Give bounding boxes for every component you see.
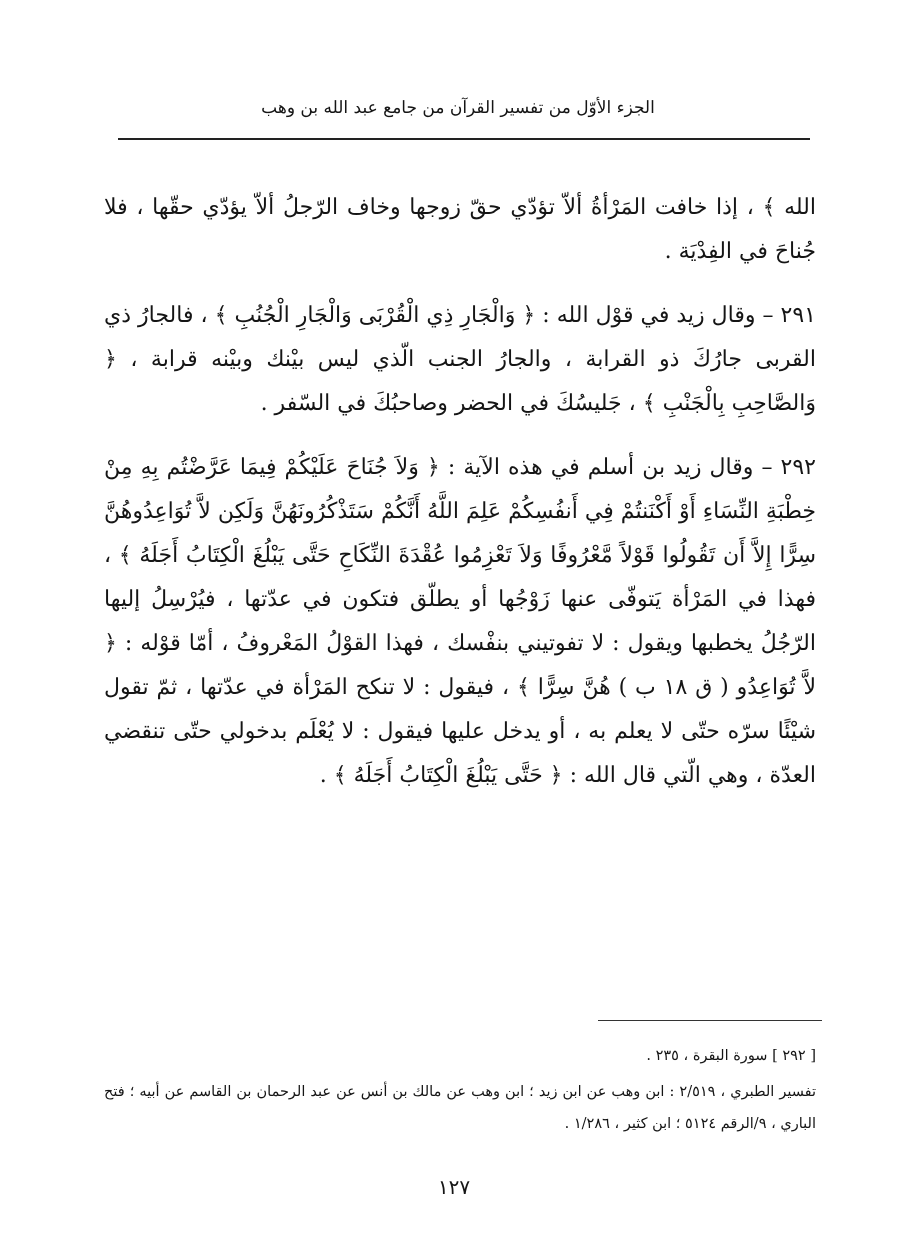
header-rule: [118, 138, 810, 140]
main-text: [104, 186, 816, 798]
paragraph-292: ٢٩٢ – وقال زيد بن أسلم في هذه الآية : ﴿ وَلاَ جُنَاحَ عَلَيْكُمْ فِيمَا عَرَّضْتُم بِهِ مِنْ خِطْبَةِ النِّسَاءِ أَوْ أَكْنَنتُمْ فِي أَنفُسِكُمْ عَلِمَ اللَّهُ أَنَّكُمْ سَتَذْكُرُونَهُنَّ وَلَكِن لاَّ تُوَاعِدُوهُنَّ سِرًّا إِلاَّ أَن تَقُولُوا قَوْلاً مَّعْرُوفًا وَلاَ تَعْزِمُوا عُقْدَةَ النِّكَاحِ حَتَّى يَبْلُغَ الْكِتَابُ أَجَلَهُ ﴾ ، فهذا في المَرْأة يَتوفّى عنها زَوْجُها أو يطلّق فتكون في عدّتها ، فيُرْسِلُ إليها الرّجُلُ يخطبها ويقول : لا تفوتيني بنفْسك ، فهذا القوْلُ المَعْروفُ ، أمّا قوْله : ﴿ لاَّ تُوَاعِدُو ( ق ١٨ ب ) هُنَّ سِرًّا ﴾ ، فيقول : لا تنكح المَرْأة في عدّتها ، ثمّ تقول شيْئًا سرّه حتّى لا يعلم به ، أو يدخل عليها فيقول : لا يُعْلَم بدخولي حتّى تنقضي العدّة ، وهي الّتي قال الله : ﴿ حَتَّى يَبْلُغَ الْكِتَابُ أَجَلَهُ ﴾ .: [104, 455, 817, 788]
footnotes: [104, 1040, 816, 1140]
footnote-rule: [598, 1020, 822, 1021]
footnote-sources: تفسير الطبري ، ٢/٥١٩ : ابن وهب عن ابن زيد ؛ ابن وهب عن مالك بن أنس عن عبد الرحمان بن القاسم عن أبيه ؛ فتح الباري ، ٩/الرقم ٥١٢٤ ؛ ابن كثير ، ١/٢٨٦ .: [104, 1084, 817, 1132]
running-header: الجزء الأوّل من تفسير القرآن من جامع عبد الله بن وهب: [261, 98, 655, 118]
paragraph-291: ٢٩١ – وقال زيد في قوْل الله : ﴿ وَالْجَارِ ذِي الْقُرْبَى وَالْجَارِ الْجُنُبِ ﴾ ، فالجارُ ذي القربى جارُكَ ذو القرابة ، والجارُ الجنب الّذي ليس بيْنك وبيْنه قرابة ، ﴿ وَالصَّاحِبِ بِالْجَنْبِ ﴾ ، جَليسُكَ في الحضر وصاحبُكَ في السّفر .: [104, 303, 816, 416]
footnote-reference: [ ٢٩٢ ] سورة البقرة ، ٢٣٥ .: [646, 1048, 816, 1064]
page-number: ١٢٧: [437, 1175, 471, 1199]
paragraph-continuation: الله ﴾ ، إذا خافت المَرْأةُ ألاّ تؤدّي حقّ زوجها وخاف الرّجلُ ألاّ يؤدّي حقّها ، فلا جُناحَ في الفِدْيَة .: [104, 195, 816, 264]
